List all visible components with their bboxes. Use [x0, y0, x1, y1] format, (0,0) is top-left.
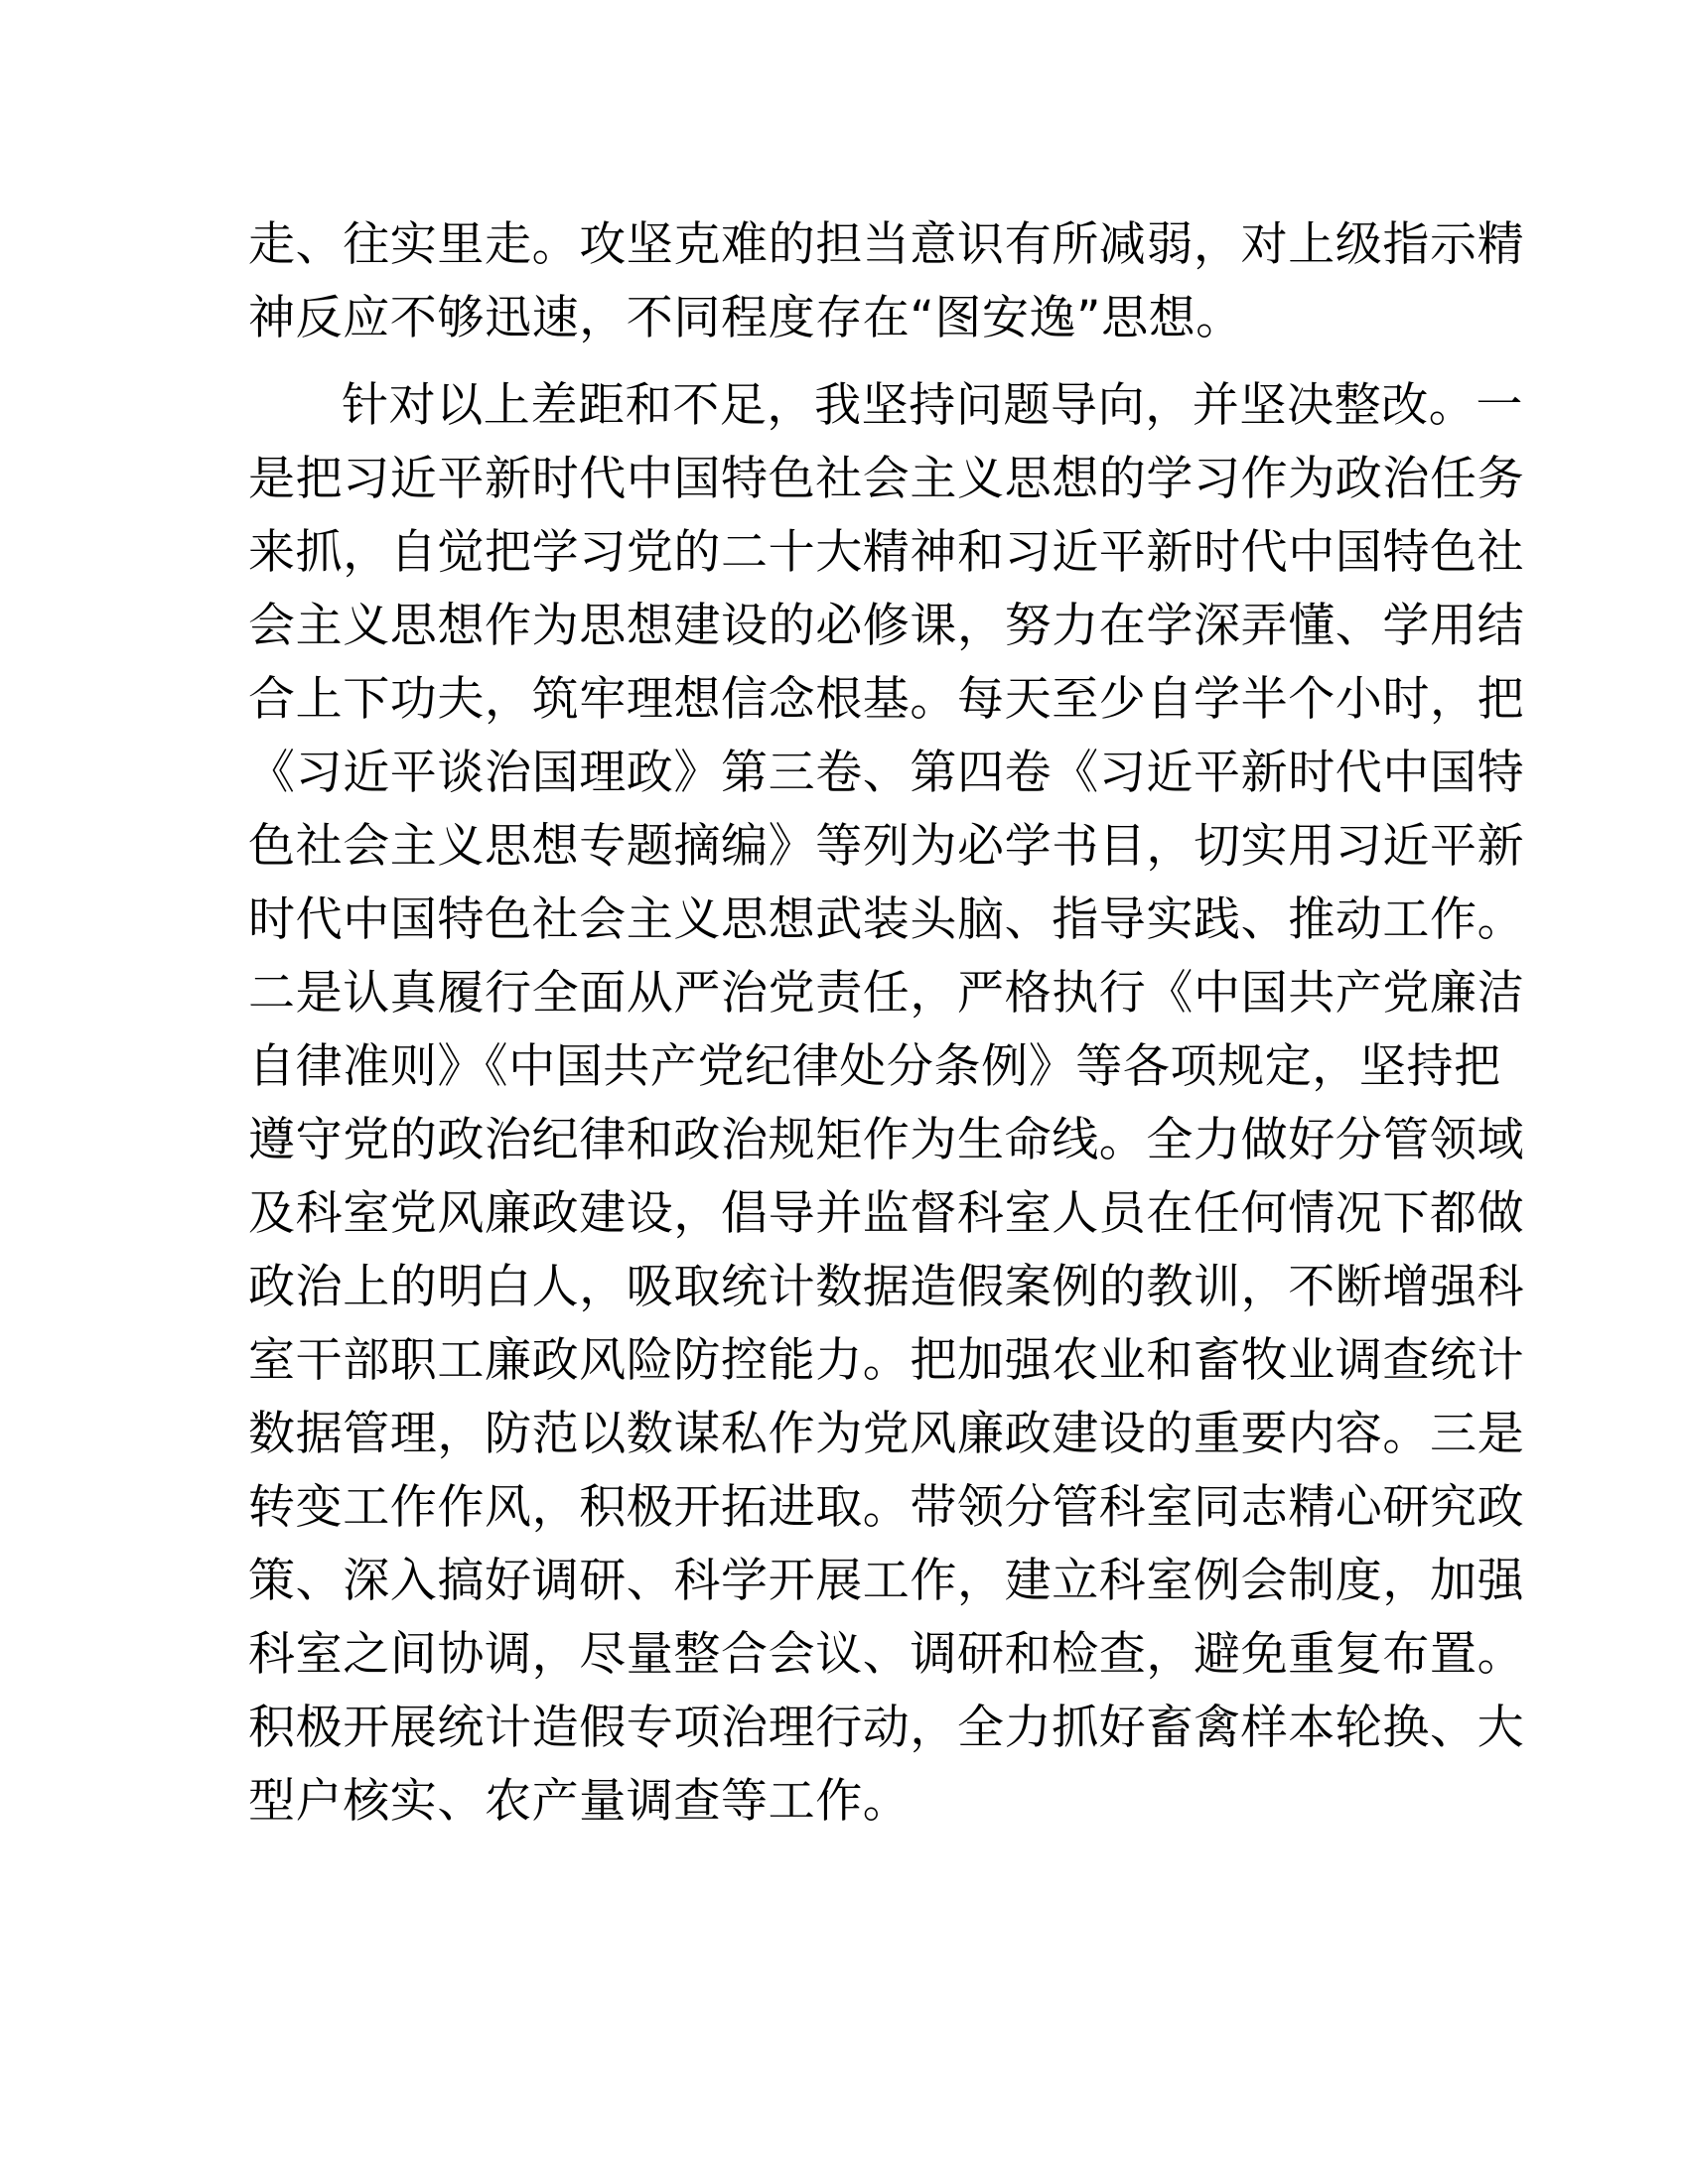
- text-line: 针对以上差距和不足，我坚持问题导向，并坚决整改。一: [342, 378, 1523, 433]
- text-line: 二是认真履行全面从严治党责任，严格执行《中国共产党廉洁: [248, 966, 1525, 1021]
- text-line: 走、往实里走。攻坚克难的担当意识有所减弱，对上级指示精: [248, 217, 1525, 272]
- text-line: 合上下功夫，筑牢理想信念根基。每天至少自学半个小时，把: [248, 672, 1525, 727]
- text-line: 会主义思想作为思想建设的必修课，努力在学深弄懂、学用结: [248, 599, 1525, 653]
- text-line: 政治上的明白人，吸取统计数据造假案例的教训，不断增强科: [248, 1260, 1525, 1314]
- text-line: 室干部职工廉政风险防控能力。把加强农业和畜牧业调查统计: [248, 1333, 1525, 1388]
- text-line: 自律准则》《中国共产党纪律处分条例》等各项规定，坚持把: [248, 1039, 1501, 1094]
- text-line: 时代中国特色社会主义思想武装头脑、指导实践、推动工作。: [248, 892, 1525, 947]
- text-line: 《习近平谈治国理政》第三卷、第四卷《习近平新时代中国特: [248, 746, 1525, 800]
- text-line: 来抓，自觉把学习党的二十大精神和习近平新时代中国特色社: [248, 525, 1525, 580]
- text-line: 策、深入搞好调研、科学开展工作，建立科室例会制度，加强: [248, 1554, 1525, 1608]
- text-line: 色社会主义思想专题摘编》等列为必学书目，切实用习近平新: [248, 819, 1525, 874]
- paragraph-1: [248, 208, 1525, 355]
- paragraph-spacer: [248, 355, 1470, 369]
- text-line: 及科室党风廉政建设，倡导并监督科室人员在任何情况下都做: [248, 1186, 1525, 1241]
- text-line: 神反应不够迅速，不同程度存在“图安逸”思想。: [248, 291, 1243, 345]
- text-line: 科室之间协调，尽量整合会议、调研和检查，避免重复布置。: [248, 1627, 1525, 1682]
- text-line: 积极开展统计造假专项治理行动，全力抓好畜禽样本轮换、大: [248, 1701, 1525, 1755]
- text-line: 是把习近平新时代中国特色社会主义思想的学习作为政治任务: [248, 452, 1525, 506]
- text-line: 转变工作作风，积极开拓进取。带领分管科室同志精心研究政: [248, 1480, 1525, 1535]
- text-line: 数据管理，防范以数谋私作为党风廉政建设的重要内容。三是: [248, 1407, 1525, 1461]
- text-line: 型户核实、农产量调查等工作。: [248, 1774, 911, 1829]
- body-text: [248, 208, 1525, 1839]
- text-line: 遵守党的政治纪律和政治规矩作为生命线。全力做好分管领域: [248, 1113, 1525, 1167]
- paragraph-2: [248, 369, 1525, 1839]
